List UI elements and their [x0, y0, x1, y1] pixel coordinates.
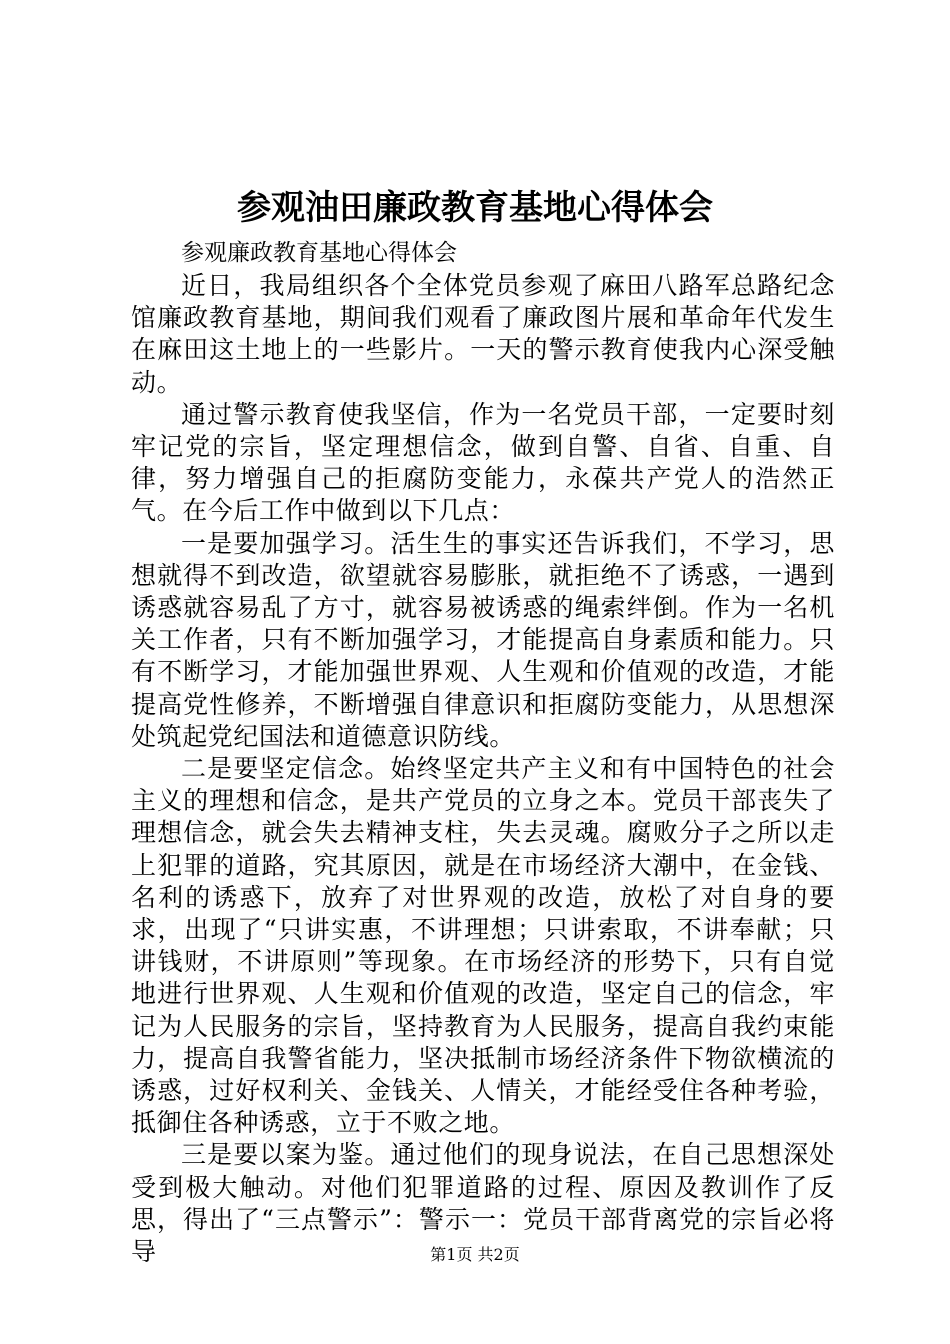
paragraph-point-one: 一是要加强学习。活生生的事实还告诉我们，不学习，思想就得不到改造，欲望就容易膨胀，就拒绝不了诱惑，一遇到诱惑就容易乱了方寸，就容易被诱惑的绳索绊倒。作为一名机关工作者，只有不断加强学习，才能提高自身素质和能力。只有不断学习，才能加强世界观、人生观和价值观的改造，才能提高党性修养，不断增强自律意识和拒腐防变能力，从思想深处筑起党纪国法和道德意识防线。: [131, 528, 835, 751]
paragraph-conviction: 通过警示教育使我坚信，作为一名党员干部，一定要时刻牢记党的宗旨，坚定理想信念，做到自警、自省、自重、自律，努力增强自己的拒腐防变能力，永葆共产党人的浩然正气。在今后工作中做到以下几点：: [131, 399, 835, 526]
document-body: [131, 236, 835, 1268]
page-footer: 第1页 共2页: [430, 1245, 520, 1264]
document-subtitle: 参观廉政教育基地心得体会: [181, 240, 457, 266]
paragraph-point-two: 二是要坚定信念。始终坚定共产主义和有中国特色的社会主义的理想和信念，是共产党员的立身之本。党员干部丧失了理想信念，就会失去精神支柱，失去灵魂。腐败分子之所以走上犯罪的道路，究其原因，就是在市场经济大潮中，在金钱、名利的诱惑下，放弃了对世界观的改造，放松了对自身的要求，出现了“只讲实惠，不讲理想；只讲索取，不讲奉献；只讲钱财，不讲原则”等现象。在市场经济的形势下，只有自觉地进行世界观、人生观和价值观的改造，坚定自己的信念，牢记为人民服务的宗旨，坚持教育为人民服务，提高自我约束能力，提高自我警省能力，坚决抵制市场经济条件下物欲横流的诱惑，过好权利关、金钱关、人情关，才能经受住各种考验，抵御住各种诱惑，立于不败之地。: [131, 754, 835, 1138]
document-title: 参观油田廉政教育基地心得体会: [237, 188, 713, 228]
paragraph-point-three: 三是要以案为鉴。通过他们的现身说法，在自己思想深处受到极大触动。对他们犯罪道路的过程、原因及教训作了反思，得出了“三点警示”：警示一：党员干部背离党的宗旨必将导: [131, 1140, 835, 1267]
paragraph-intro: 近日，我局组织各个全体党员参观了麻田八路军总路纪念馆廉政教育基地，期间我们观看了廉政图片展和革命年代发生在麻田这土地上的一些影片。一天的警示教育使我内心深受触动。: [131, 271, 835, 397]
